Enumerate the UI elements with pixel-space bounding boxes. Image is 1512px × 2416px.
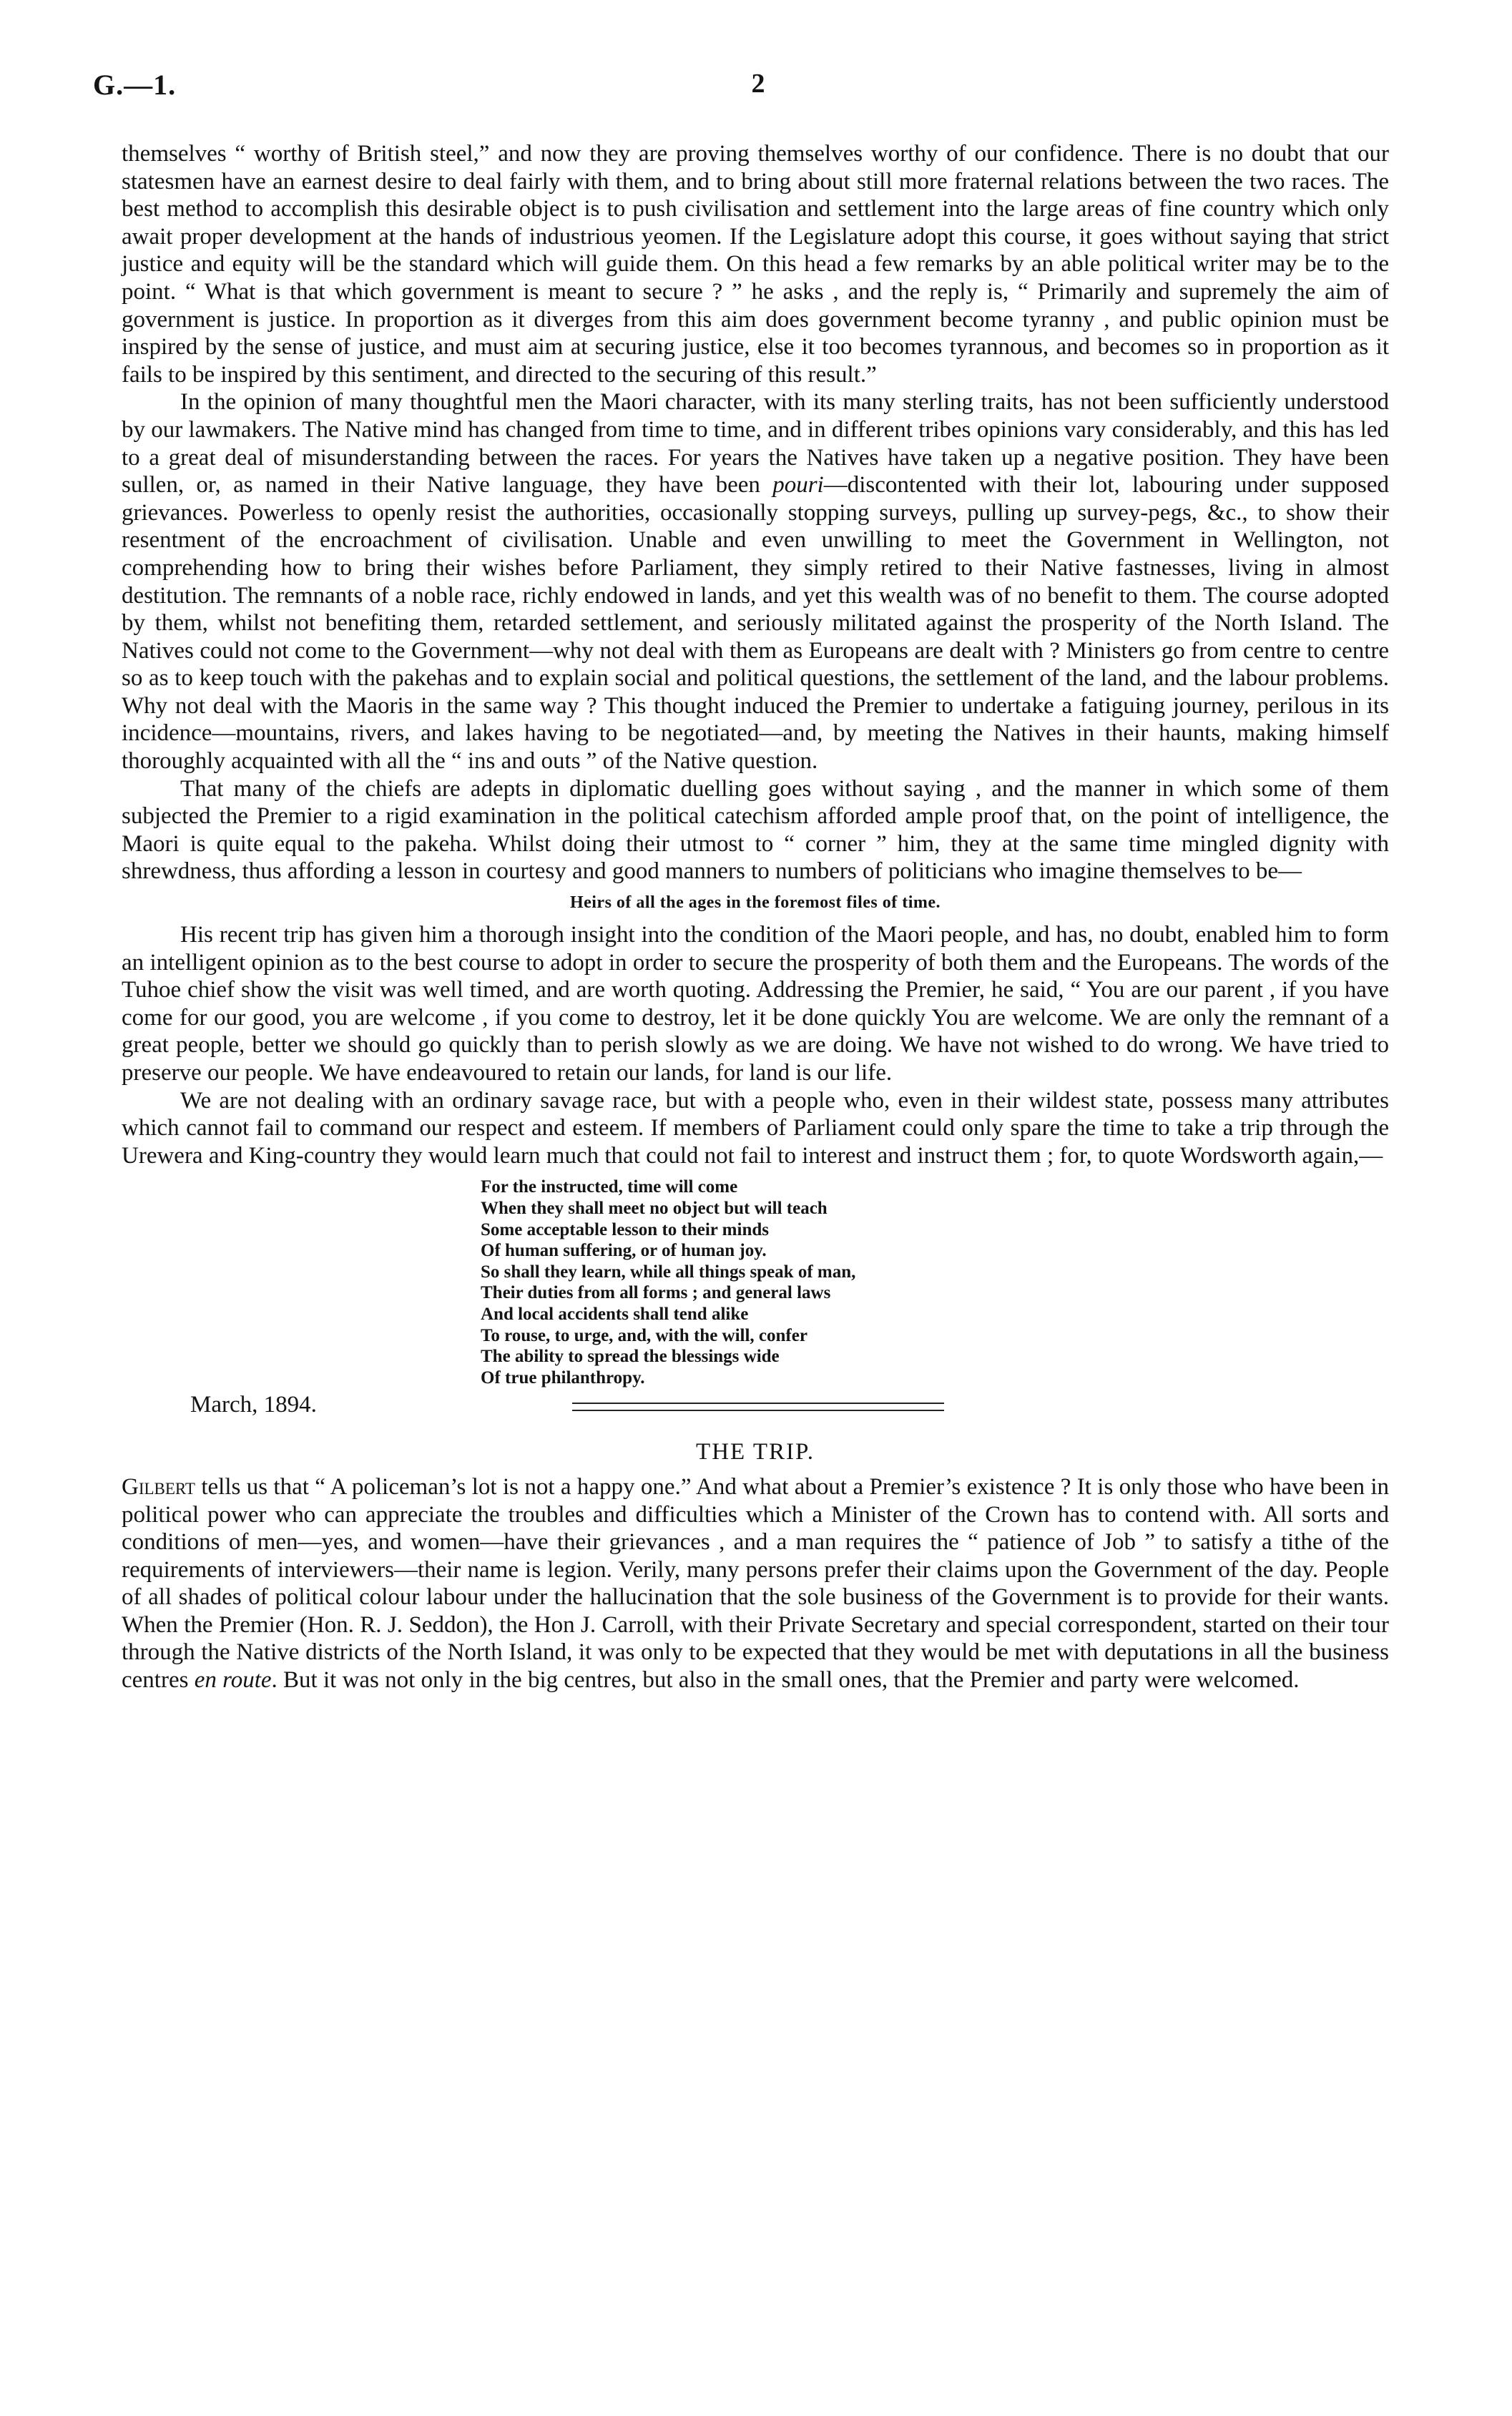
poem-line: Their duties from all forms ; and general laws [481, 1283, 831, 1303]
paragraph-text: themselves “ worthy of British steel,” and now they are proving themselves worthy of our confidence. There is no doubt that our statesmen have an earnest desire to deal fairly with them, and to bring about still more fraternal relations between the two races. The best method to accomplish this desirable object is to push civilisation and settlement into the large areas of fine country which only await proper development at the hands of industrious yeomen. If the Legislature adopt this course, it goes without saying that strict justice and equity will be the standard which will guide them. On this head a few remarks by an able political writer may be to the point. “ What is that which government is meant to secure ? ” he asks , and the reply is, “ Primarily and supremely the aim of government is justice. In proportion as it diverges from this aim does government become tyranny , and public opinion must be inspired by the sense of justice, and must aim at securing justice, else it too becomes tyrannous, and becomes so in proportion as it fails to be inspired by this sentiment, and directed to the securing of this result.” [122, 141, 1389, 388]
wordsworth-poem [481, 1177, 1389, 1388]
paragraph-2 [122, 388, 1389, 775]
paragraph-4 [122, 921, 1389, 1087]
poem-line: And local accidents shall tend alike [481, 1304, 749, 1324]
paragraph-text: tells us that “ A policeman’s lot is not a happy one.” And what about a Premier’s existence ? It is only those who have been in political power who can appreciate the troubles and difficulties which a Minister of the Crown has to contend with. All sorts and conditions of men—yes, and women—have their grievances , and a man requires the “ patience of Job ” to satisfy a tithe of the requirements of interviewers—their name is legion. Verily, many persons prefer their claims upon the Government of the day. People of all shades of political colour labour under the hallucination that the sole business of the Government is to provide for their wants. When the Premier (Hon. R. J. Seddon), the Hon J. Carroll, with their Private Secretary and special correspondent, started on their tour through the Native districts of the North Island, it was only to be expected that they would be met with deputations in all the business centres [122, 1473, 1389, 1694]
poem-line: So shall they learn, while all things speak of man, [481, 1262, 856, 1282]
poem-line: Of true philanthropy. [481, 1367, 645, 1388]
lead-word: Gilbert [122, 1473, 195, 1500]
page-body [122, 140, 1389, 1694]
section-divider [122, 1403, 1389, 1424]
poem-line: Of human suffering, or of human joy. [481, 1241, 767, 1261]
paragraph-text: In the opinion of many thoughtful men the Maori character, with its many sterling traits, has not been sufficiently understood by our lawmakers. The Native mind has changed from time to time, and in different tribes opinions vary considerably, and this has led to a great deal of misunderstanding between the races. For years the Natives have taken up a negative position. They have been sullen, or, as named in their Native language, they have been [122, 389, 1389, 499]
poem-line: For the instructed, time will come [481, 1177, 738, 1197]
quoted-verse-line: Heirs of all the ages in the foremost files of time. [569, 893, 941, 913]
paragraph-1 [122, 140, 1389, 388]
page-header [93, 68, 1423, 111]
poem-line: When they shall meet no object but will teach [481, 1198, 828, 1218]
section-title: THE TRIP. [696, 1439, 815, 1465]
paragraph-text: His recent trip has given him a thorough insight into the condition of the Maori people, and has, no doubt, enabled him to form an intelligent opinion as to the best course to adopt in order to secure the prosperity of both them and the Europeans. The words of the Tuhoe chief show the visit was well timed, and are worth quoting. Addressing the Premier, he said, “ You are our parent , if you have come for our good, you are welcome , if you come to destroy, let it be done quickly You are welcome. We are only the remnant of a great people, better we should go quickly than to perish slowly as we are doing. We have not wished to do wrong. We have tried to preserve our people. We have endeavoured to retain our lands, for land is our life. [122, 922, 1389, 1086]
poem-line: The ability to spread the blessings wide [481, 1347, 780, 1367]
paragraph-text: We are not dealing with an ordinary savage race, but with a people who, even in their wildest state, possess many attributes which cannot fail to command our respect and esteem. If members of Parliament could only spare the time to take a trip through the Urewera and King-country they would learn much that could not fail to interest and instruct them ; for, to quote Wordsworth again,— [122, 1087, 1389, 1169]
document-code: G.—1. [93, 69, 177, 101]
page-number: 2 [751, 69, 765, 99]
paragraph-text: . But it was not only in the big centres, but also in the small ones, that the Premier and party were welcomed. [271, 1667, 1300, 1694]
paragraph-5 [122, 1087, 1389, 1170]
dateline: March, 1894. [190, 1392, 317, 1418]
paragraph-text: That many of the chiefs are adepts in diplomatic duelling goes without saying , and the manner in which some of them subjected the Premier to a rigid examination in the political catechism afforded ample proof that, on the point of intelligence, the Maori is quite equal to the pakeha. Whilst doing their utmost to “ corner ” him, they at the same time mingled dignity with shrewdness, thus affording a lesson in courtesy and good manners to numbers of politicians who imagine themselves to be— [122, 775, 1389, 885]
italic-phrase: en route [194, 1667, 272, 1694]
paragraph-3 [122, 775, 1389, 885]
paragraph-trip [122, 1473, 1389, 1694]
double-rule [572, 1403, 944, 1411]
paragraph-text: —discontented with their lot, labouring under supposed grievances. Powerless to openly resist the authorities, occasionally stopping surveys, pulling up survey-pegs, &c., to show their resentment of the encroachment of civilisation. Unable and even unwilling to meet the Government in Wellington, not comprehending how to bring their wishes before Parliament, they simply retired to their Native fastnesses, living in almost destitution. The remnants of a noble race, richly endowed in lands, and yet this wealth was of no benefit to them. The course adopted by them, whilst not benefiting them, retarded settlement, and seriously militated against the prosperity of the North Island. The Natives could not come to the Government—why not deal with them as Europeans are dealt with ? Ministers go from centre to centre so as to keep touch with the pakehas and to explain social and political questions, the settlement of the land, and the labour problems. Why not deal with the Maoris in the same way ? This thought induced the Premier to undertake a fatiguing journey, perilous in its incidence—mountains, rivers, and lakes having to be negotiated—and, by meeting the Natives in their haunts, making himself thoroughly acquainted with all the “ ins and outs ” of the Native question. [122, 472, 1389, 775]
poem-line: Some acceptable lesson to their minds [481, 1219, 769, 1239]
italic-word: pouri [772, 472, 824, 499]
poem-line: To rouse, to urge, and, with the will, confer [481, 1325, 807, 1345]
